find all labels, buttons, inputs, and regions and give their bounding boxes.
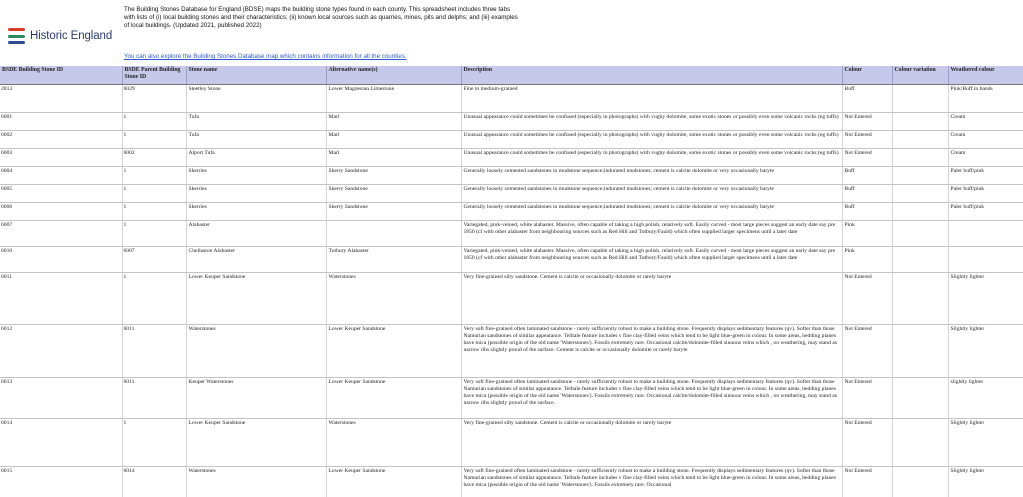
cell-parent-id[interactable]: 6029 [122, 85, 186, 113]
cell-parent-id[interactable]: 1 [122, 419, 186, 467]
cell-weathered-colour[interactable]: Cream [948, 149, 1023, 167]
cell-weathered-colour[interactable]: Cream [948, 131, 1023, 149]
cell-parent-id[interactable]: 1 [122, 131, 186, 149]
cell-stone-id[interactable]: 6003 [0, 149, 122, 167]
cell-parent-id[interactable]: 6011 [122, 325, 186, 378]
col-header-alternative-names[interactable]: Alternative name(s) [326, 66, 461, 85]
cell-alternative-names[interactable]: Skerry Sandstone [326, 167, 461, 185]
cell-stone-name[interactable]: Lower Keuper Sandstone [186, 419, 326, 467]
cell-stone-name[interactable]: Waterstones [186, 467, 326, 497]
cell-colour-variation[interactable] [892, 247, 948, 273]
cell-description[interactable]: Very soft fine-grained often laminated sandstone - rarely sufficiently robust to make a building stone. Frequently displays sedimentary features (qv). Softer than those Namurian sandstones of similar appearance. Telltale feature includes v fine clay-filled veins which tend to be light blue-green in colour. In some areas, bedding planes have mica (possible origin of the old name 'Waterstones'). Fossils extremely rare. Occasional calcite/dolomite-filled sinuous veins which , on weathering, may stand as narrow ribs slightly proud of the surface. Cement is calcite or occasionally dolomite or rarely baryte [461, 325, 842, 378]
col-header-stone-name[interactable]: Stone name [186, 66, 326, 85]
cell-description[interactable]: Variegated, pink-veined, white alabaster. Massive, often capable of taking a high polish, relatively soft. Easily curved - most large pieces suggest an early date say pre 1850 (cf with other alabaster from neighbouring sources such as Red Hill and Tutbury/Fauld) which often supplied larger specimens until a later date [461, 221, 842, 247]
cell-colour[interactable]: Buff [842, 167, 892, 185]
cell-colour[interactable]: Buff [842, 185, 892, 203]
cell-description[interactable]: Very fine-grained silty sandstone. Cement is calcite or occasionally dolomite or rarely baryte [461, 419, 842, 467]
cell-stone-name[interactable]: Tufa [186, 113, 326, 131]
table-body [0, 85, 1023, 497]
cell-colour-variation[interactable] [892, 85, 948, 113]
cell-colour[interactable]: Not Entered [842, 149, 892, 167]
cell-weathered-colour[interactable]: Paler buff/pink [948, 203, 1023, 221]
building-stones-table-wrap [0, 66, 1023, 497]
table-row [0, 149, 1023, 167]
cell-colour-variation[interactable] [892, 167, 948, 185]
cell-stone-id[interactable]: 6001 [0, 113, 122, 131]
logo-text: Historic England [30, 30, 113, 42]
cell-stone-id[interactable]: 6010 [0, 247, 122, 273]
cell-colour-variation[interactable] [892, 221, 948, 247]
table-row [0, 247, 1023, 273]
col-header-parent-id[interactable]: BSDE Parent Building Stone ID [122, 66, 186, 85]
cell-colour-variation[interactable] [892, 467, 948, 497]
cell-weathered-colour[interactable]: Slightly lighter [948, 325, 1023, 378]
cell-description[interactable]: Variegated, pink-veined, white alabaster. Massive, often capable of taking a high polish, relatively soft. Easily curved - most large pieces suggest an early date say pre 1850 (cf with other alabaster from neighbouring sources such as Red Hill and Tutbury/Fauld) which often supplied larger specimens until a later date [461, 247, 842, 273]
cell-colour-variation[interactable] [892, 113, 948, 131]
cell-weathered-colour[interactable]: Cream [948, 113, 1023, 131]
col-header-weathered-colour[interactable]: Weathered colour [948, 66, 1023, 85]
cell-colour[interactable]: Pink [842, 221, 892, 247]
cell-stone-id[interactable]: 6006 [0, 203, 122, 221]
cell-parent-id[interactable]: 6007 [122, 247, 186, 273]
cell-description[interactable]: Fine to medium-grained [461, 85, 842, 113]
cell-description[interactable]: Unusual appearance could sometimes be confused (especially in photographs) with vughy dolomite, some exotic stones or possibly even some volcanic rocks (eg tuffs) [461, 149, 842, 167]
cell-stone-name[interactable]: Skerries [186, 185, 326, 203]
cell-parent-id[interactable]: 1 [122, 203, 186, 221]
cell-weathered-colour[interactable]: slightly lighter [948, 378, 1023, 419]
cell-colour[interactable]: Buff [842, 85, 892, 113]
cell-alternative-names[interactable] [326, 221, 461, 247]
cell-colour[interactable]: Not Entered [842, 467, 892, 497]
cell-parent-id[interactable]: 6011 [122, 378, 186, 419]
cell-stone-id[interactable]: 2813 [0, 85, 122, 113]
cell-description[interactable]: Very soft fine-grained often laminated sandstone - rarely sufficiently robust to make a building stone. Frequently displays sedimentary features (qv). Softer than those Namurian sandstones of similar appearance. Telltale feature includes v fine clay-filled veins which tend to be light blue-green in colour. In some areas, bedding planes have mica (possible origin of the old name 'Waterstones'). Fossils extremely rare. Occasional [461, 467, 842, 497]
col-header-stone-id[interactable]: BSDE Building Stone ID [0, 66, 122, 85]
cell-parent-id[interactable]: 1 [122, 167, 186, 185]
table-row [0, 85, 1023, 113]
cell-stone-id[interactable]: 6004 [0, 167, 122, 185]
cell-stone-id[interactable]: 6011 [0, 273, 122, 325]
cell-alternative-names[interactable]: Waterstones [326, 273, 461, 325]
cell-stone-id[interactable]: 6012 [0, 325, 122, 378]
cell-stone-name[interactable]: Alport Tufa [186, 149, 326, 167]
cell-description[interactable]: Generally loosely cemented sandstones in mudstone sequence;indurated mudstones; cement is calcite dolomite or very occasionally baryte [461, 185, 842, 203]
cell-alternative-names[interactable]: Marl [326, 131, 461, 149]
cell-alternative-names[interactable]: Tutbury Alabaster [326, 247, 461, 273]
page-header [0, 0, 1023, 64]
cell-alternative-names[interactable]: Skerry Sandstone [326, 203, 461, 221]
stones-database-map-link[interactable]: You can also explore the Building Stones Database map which contains information for all the counties. [124, 53, 407, 60]
cell-stone-name[interactable]: Steetley Stone [186, 85, 326, 113]
cell-colour[interactable]: Not Entered [842, 113, 892, 131]
cell-description[interactable]: Generally loosely cemented sandstones in mudstone sequence;indurated mudstones; cement is calcite dolomite or very occasionally baryte [461, 203, 842, 221]
cell-colour-variation[interactable] [892, 273, 948, 325]
cell-stone-id[interactable]: 6007 [0, 221, 122, 247]
col-header-description[interactable]: Description [461, 66, 842, 85]
cell-colour-variation[interactable] [892, 185, 948, 203]
cell-stone-id[interactable]: 6015 [0, 467, 122, 497]
col-header-colour-variation[interactable]: Colour variation [892, 66, 948, 85]
table-row [0, 167, 1023, 185]
cell-stone-id[interactable]: 6005 [0, 185, 122, 203]
cell-parent-id[interactable]: 1 [122, 221, 186, 247]
cell-weathered-colour[interactable]: Paler buff/pink [948, 185, 1023, 203]
cell-parent-id[interactable]: 1 [122, 273, 186, 325]
cell-description[interactable]: Very fine-grained silty sandstone. Cement is calcite or occasionally dolomite or rarely baryte [461, 273, 842, 325]
historic-england-logo [8, 28, 112, 44]
cell-alternative-names[interactable]: Lower Keuper Sandstone [326, 378, 461, 419]
building-stones-table [0, 66, 1023, 497]
cell-colour-variation[interactable] [892, 378, 948, 419]
table-row [0, 325, 1023, 378]
col-header-colour[interactable]: Colour [842, 66, 892, 85]
cell-weathered-colour[interactable]: Slightly lighter [948, 273, 1023, 325]
cell-colour[interactable]: Not Entered [842, 273, 892, 325]
cell-weathered-colour[interactable]: Paler buff/pink [948, 167, 1023, 185]
cell-stone-name[interactable]: Keuper Waterstones [186, 378, 326, 419]
table-row [0, 419, 1023, 467]
cell-colour[interactable]: Buff [842, 203, 892, 221]
table-row [0, 131, 1023, 149]
cell-colour[interactable]: Pink [842, 247, 892, 273]
cell-description[interactable]: Generally loosely cemented sandstones in mudstone sequence;indurated mudstones; cement is calcite dolomite or very occasionally baryte [461, 167, 842, 185]
table-row [0, 185, 1023, 203]
cell-colour[interactable]: Not Entered [842, 378, 892, 419]
cell-parent-id[interactable]: 6014 [122, 467, 186, 497]
cell-stone-name[interactable]: Skerries [186, 167, 326, 185]
intro-text: The Building Stones Database for England (BDSE) maps the building stone types found in each county. This spreadsheet includes three tabs with lists of (i) local building stones and their characteristics; (ii) known local sources such as quarries, mines, pits and delphs; and (iii) examples of local buildings. (Updated 2021, published 2022) [124, 6, 518, 29]
cell-description[interactable]: Unusual appearance could sometimes be confused (especially in photographs) with vughy dolomite, some exotic stones or possibly even some volcanic rocks (eg tuffs) [461, 113, 842, 131]
cell-stone-name[interactable]: Chellaston Alabaster [186, 247, 326, 273]
cell-stone-name[interactable]: Skerries [186, 203, 326, 221]
cell-stone-name[interactable]: Lower Keuper Sandstone [186, 273, 326, 325]
cell-colour[interactable]: Not Entered [842, 419, 892, 467]
cell-weathered-colour[interactable]: Slightly lighter [948, 467, 1023, 497]
table-row [0, 203, 1023, 221]
cell-colour[interactable]: Not Entered [842, 131, 892, 149]
cell-parent-id[interactable]: 1 [122, 113, 186, 131]
cell-alternative-names[interactable]: Marl [326, 149, 461, 167]
historic-england-logo-icon [8, 28, 25, 44]
cell-weathered-colour[interactable]: Pink/Buff in bands [948, 85, 1023, 113]
cell-description[interactable]: Very soft fine-grained often laminated sandstone - rarely sufficiently robust to make a building stone. Frequently displays sedimentary features (qv). Softer than those Namurian sandstones of similar appearance. Telltale feature includes v fine clay-filled veins which tend to be light blue-green in colour. In some areas, bedding planes have mica (possible origin of the old name 'Waterstones'). Fossils extremely rare. Occasional calcite/dolomite-filled sinuous veins which , on weathering, may stand as narrow ribs slightly proud of the surface. [461, 378, 842, 419]
cell-stone-id[interactable]: 6014 [0, 419, 122, 467]
cell-weathered-colour[interactable] [948, 247, 1023, 273]
cell-colour-variation[interactable] [892, 149, 948, 167]
cell-colour-variation[interactable] [892, 131, 948, 149]
cell-parent-id[interactable]: 1 [122, 185, 186, 203]
table-row [0, 467, 1023, 497]
table-row [0, 113, 1023, 131]
cell-colour-variation[interactable] [892, 325, 948, 378]
cell-alternative-names[interactable]: Marl [326, 113, 461, 131]
table-row [0, 378, 1023, 419]
table-row [0, 273, 1023, 325]
cell-weathered-colour[interactable]: Slightly lighter [948, 419, 1023, 467]
cell-colour-variation[interactable] [892, 203, 948, 221]
table-header-row [0, 66, 1023, 85]
cell-parent-id[interactable]: 6002 [122, 149, 186, 167]
cell-stone-name[interactable]: Tufa [186, 131, 326, 149]
cell-stone-name[interactable]: Alabaster [186, 221, 326, 247]
table-row [0, 221, 1023, 247]
cell-alternative-names[interactable]: Lower Magnesian Limestone [326, 85, 461, 113]
cell-weathered-colour[interactable] [948, 221, 1023, 247]
cell-alternative-names[interactable]: Lower Keuper Sandstone [326, 325, 461, 378]
cell-description[interactable]: Unusual appearance could sometimes be confused (especially in photographs) with vughy dolomite, some exotic stones or possibly even some volcanic rocks (eg tuffs) [461, 131, 842, 149]
cell-stone-id[interactable]: 6013 [0, 378, 122, 419]
cell-colour-variation[interactable] [892, 419, 948, 467]
cell-alternative-names[interactable]: Skerry Sandstone [326, 185, 461, 203]
cell-stone-id[interactable]: 6002 [0, 131, 122, 149]
cell-alternative-names[interactable]: Waterstones [326, 419, 461, 467]
cell-stone-name[interactable]: Waterstones [186, 325, 326, 378]
cell-colour[interactable]: Not Entered [842, 325, 892, 378]
cell-alternative-names[interactable]: Lower Keuper Sandstone [326, 467, 461, 497]
